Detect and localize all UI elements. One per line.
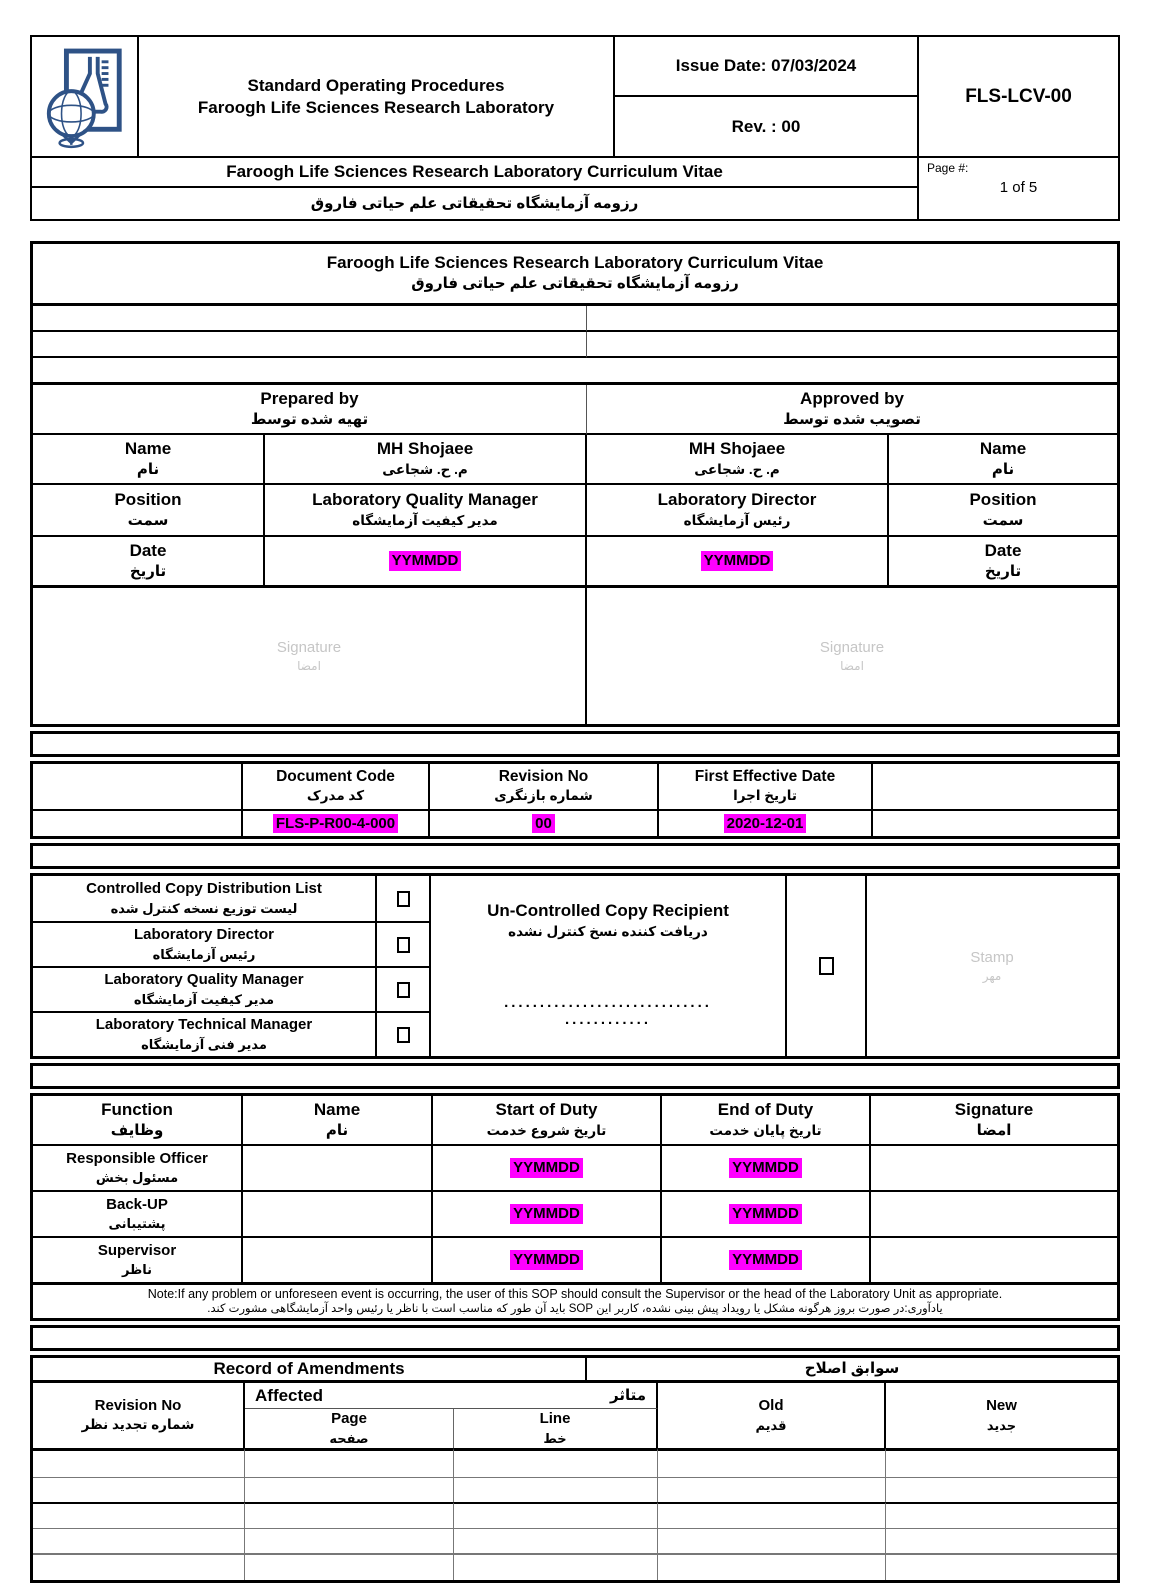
old-header: Old قدیم: [658, 1383, 886, 1448]
responsible-officer-start-cell[interactable]: YYMMDD: [433, 1144, 662, 1190]
amendment-empty-cell[interactable]: [33, 1553, 245, 1580]
amendments-title-fa: سوابق اصلاح: [804, 1360, 900, 1378]
backup-start-cell[interactable]: YYMMDD: [433, 1190, 662, 1236]
flask-globe-logo-icon: [41, 45, 129, 149]
start-of-duty-header: Start of Duty تاریخ شروع خدمت: [433, 1096, 662, 1144]
prepared-by-header: [33, 385, 587, 435]
date-label-right: Date تاریخ: [889, 537, 1117, 588]
preparer-date-field[interactable]: [265, 537, 587, 588]
amendment-empty-cell[interactable]: [886, 1553, 1117, 1580]
doc-info-empty-header: [33, 764, 243, 811]
date-label-left: Date تاریخ: [33, 537, 265, 588]
header-cv-title-fa: رزومه آزمایشگاه تحقیقاتی علم حیاتی فاروق: [32, 188, 919, 219]
empty-row: [30, 1325, 1120, 1351]
amendment-empty-cell[interactable]: [454, 1502, 658, 1528]
amendment-empty-cell[interactable]: [245, 1448, 454, 1477]
responsible-officer-signature-cell[interactable]: [871, 1144, 1117, 1190]
name-header: Name نام: [243, 1096, 433, 1144]
document-code-badge: FLS-LCV-00: [919, 37, 1118, 158]
revision-label: Rev. : 00: [615, 97, 919, 158]
note-text-fa: یادآوری:در صورت بروز هرگونه مشکل یا رویداد پیش بینی نشده، کاربر این SOP باید آن طور که مناسب است با ناظر یا رئیس واحد آزمایشگاهی مشورت کند.: [207, 1302, 943, 1315]
distribution-section: [30, 873, 1120, 1059]
lab-logo: [32, 37, 139, 158]
function-header: Function وظایف: [33, 1096, 243, 1144]
effective-date-value-cell: [659, 811, 873, 836]
amendment-empty-cell[interactable]: [886, 1528, 1117, 1553]
revision-no-value-cell: [430, 811, 659, 836]
backup-signature-cell[interactable]: [871, 1190, 1117, 1236]
position-label-left: Position سمت: [33, 485, 265, 537]
amendment-empty-cell[interactable]: [245, 1502, 454, 1528]
sop-document-page: [30, 35, 1120, 1583]
controlled-copy-list-label: Controlled Copy Distribution List لیست توزیع نسخه کنترل شده: [33, 876, 377, 921]
lab-quality-manager-label: Laboratory Quality Manager مدیر کیفیت آزمایشگاه: [33, 966, 377, 1011]
approved-by-en: Approved by: [800, 388, 904, 408]
backup-label: Back-UP پشتیبانی: [33, 1190, 243, 1236]
prepared-by-fa: تهیه شده توسط: [250, 410, 369, 428]
approver-signature-area[interactable]: Signature امضا: [819, 639, 885, 673]
responsible-officer-end-cell[interactable]: YYMMDD: [662, 1144, 871, 1190]
controlled-copy-list-checkbox[interactable]: [397, 891, 410, 907]
amendment-empty-cell[interactable]: [658, 1553, 886, 1580]
empty-row-cell[interactable]: [33, 332, 587, 358]
sop-title-line1: Standard Operating Procedures: [247, 76, 505, 96]
amendment-empty-cell[interactable]: [454, 1528, 658, 1553]
lab-quality-manager-checkbox[interactable]: [397, 982, 410, 998]
amendment-empty-cell[interactable]: [658, 1448, 886, 1477]
lab-director-checkbox-cell: [377, 921, 431, 966]
uncontrolled-copy-fill-area[interactable]: ............................. ............: [504, 993, 712, 1028]
approver-position: Laboratory Director رئیس آزمایشگاه: [587, 485, 889, 537]
amendments-title-en: Record of Amendments: [33, 1358, 587, 1380]
empty-row-cell[interactable]: [33, 358, 1117, 385]
supervisor-signature-cell[interactable]: [871, 1236, 1117, 1282]
stamp-area[interactable]: Stamp مهر: [970, 949, 1014, 983]
uncontrolled-copy-cell: [431, 876, 787, 1056]
uncontrolled-copy-title: Un-Controlled Copy Recipient دریافت کننده نسخ کنترل نشده: [487, 901, 729, 939]
sop-title-line2: Faroogh Life Sciences Research Laboratory: [197, 97, 555, 117]
lab-technical-manager-checkbox[interactable]: [397, 1027, 410, 1043]
sop-title: [139, 37, 615, 158]
page-header: Page صفحه: [245, 1409, 454, 1448]
prepared-by-en: Prepared by: [260, 388, 359, 408]
page-number-value: 1 of 5: [999, 179, 1038, 196]
amendment-empty-cell[interactable]: [658, 1528, 886, 1553]
backup-end-cell[interactable]: YYMMDD: [662, 1190, 871, 1236]
amendment-empty-cell[interactable]: [454, 1448, 658, 1477]
document-info-table: [30, 761, 1120, 839]
amendment-empty-cell[interactable]: [886, 1502, 1117, 1528]
supervisor-start-cell[interactable]: YYMMDD: [433, 1236, 662, 1282]
amendment-empty-cell[interactable]: [886, 1448, 1117, 1477]
doc-info-empty-value: [33, 811, 243, 836]
amendment-empty-cell[interactable]: [33, 1502, 245, 1528]
supervisor-label: Supervisor ناظر: [33, 1236, 243, 1282]
new-header: New جدید: [986, 1397, 1017, 1433]
lab-director-label: Laboratory Director رئیس آزمایشگاه: [33, 921, 377, 966]
amendments-header: [33, 1358, 1117, 1383]
position-label-right: Position سمت: [889, 485, 1117, 537]
amendment-empty-cell[interactable]: [454, 1553, 658, 1580]
revision-no-header: Revision No شماره بازنگری: [430, 764, 659, 811]
effective-date-value: 2020-12-01: [724, 814, 807, 834]
empty-row: [30, 731, 1120, 757]
controlled-copy-list-checkbox-cell: [377, 876, 431, 921]
empty-row: [30, 1063, 1120, 1089]
amendment-empty-cell[interactable]: [454, 1477, 658, 1502]
page-number-cell: [919, 158, 1118, 219]
amendment-empty-cell[interactable]: [245, 1477, 454, 1502]
preparer-position: Laboratory Quality Manager مدیر کیفیت آزمایشگاه: [265, 485, 587, 537]
amendment-empty-cell[interactable]: [245, 1553, 454, 1580]
line-header: Line خط: [454, 1409, 658, 1448]
approver-date-field[interactable]: [587, 537, 889, 588]
amendment-empty-cell[interactable]: [245, 1528, 454, 1553]
amendments-section: [30, 1355, 1120, 1583]
issue-date: Issue Date: 07/03/2024: [615, 37, 919, 97]
empty-row-cell[interactable]: [587, 332, 1117, 358]
revision-no-value: 00: [532, 814, 555, 834]
responsible-officer-name-cell[interactable]: [243, 1144, 433, 1190]
note-text-en: Note:If any problem or unforeseen event is occurring, the user of this SOP should consult the Supervisor or the head of the Laboratory Unit as appropriate.: [147, 1286, 1003, 1301]
duty-table: [30, 1093, 1120, 1321]
doc-info-empty-value: [873, 811, 1117, 836]
effective-date-header: First Effective Date تاریخ اجرا: [659, 764, 873, 811]
approval-section: [30, 241, 1120, 727]
page-number-label: Page #:: [927, 161, 969, 175]
uncontrolled-copy-checkbox[interactable]: [819, 957, 834, 975]
empty-row-cell[interactable]: [587, 306, 1117, 332]
approved-by-fa: تصویب شده توسط: [783, 410, 921, 428]
amendment-empty-cell[interactable]: [33, 1528, 245, 1553]
amendment-empty-cell[interactable]: [33, 1477, 245, 1502]
supervisor-end-cell[interactable]: YYMMDD: [662, 1236, 871, 1282]
document-code-header: Document Code کد مدرک: [243, 764, 430, 811]
document-header: [30, 35, 1120, 221]
approved-by-header: [587, 385, 1117, 435]
cv-title-fa: رزومه آزمایشگاه تحقیقاتی علم حیاتی فاروق: [411, 275, 739, 293]
note-row: [33, 1282, 1117, 1318]
lab-quality-manager-checkbox-cell: [377, 966, 431, 1011]
uncontrolled-copy-checkbox-cell: [787, 876, 867, 1056]
lab-technical-manager-label: Laboratory Technical Manager مدیر فنی آزمایشگاه: [33, 1011, 377, 1056]
name-label-right: Name نام: [889, 435, 1117, 485]
affected-header: Affected متاثر: [245, 1383, 658, 1409]
doc-info-empty-header: [873, 764, 1117, 811]
name-label-left: Name نام: [33, 435, 265, 485]
amendment-empty-cell[interactable]: [886, 1477, 1117, 1502]
document-code-value: FLS-P-R00-4-000: [273, 814, 398, 834]
amendment-empty-cell[interactable]: [33, 1448, 245, 1477]
approver-date-placeholder[interactable]: YYMMDD: [701, 551, 774, 571]
amendment-empty-cell[interactable]: [658, 1502, 886, 1528]
signature-header: Signature امضا: [954, 1099, 1034, 1139]
backup-name-cell[interactable]: [243, 1190, 433, 1236]
lab-director-checkbox[interactable]: [397, 937, 410, 953]
lab-technical-manager-checkbox-cell: [377, 1011, 431, 1056]
cv-title-en: Faroogh Life Sciences Research Laboratory Curriculum Vitae: [326, 253, 824, 272]
supervisor-name-cell[interactable]: [243, 1236, 433, 1282]
approver-name: MH Shojaee م. ح. شجاعی: [587, 435, 889, 485]
responsible-officer-label: Responsible Officer مسئول بخش: [33, 1144, 243, 1190]
cv-title-block: [33, 244, 1117, 306]
amend-revision-no-header: Revision No شماره تجدید نظر: [33, 1383, 245, 1448]
document-code-value-cell: [243, 811, 430, 836]
amendments-table: [33, 1383, 1117, 1580]
preparer-date-placeholder[interactable]: YYMMDD: [389, 551, 462, 571]
empty-row-cell[interactable]: [33, 306, 587, 332]
empty-row: [30, 843, 1120, 869]
preparer-signature-area[interactable]: Signature امضا: [33, 588, 587, 724]
end-of-duty-header: End of Duty تاریخ پایان خدمت: [662, 1096, 871, 1144]
amendment-empty-cell[interactable]: [658, 1477, 886, 1502]
header-cv-title-en: Faroogh Life Sciences Research Laboratory Curriculum Vitae: [32, 158, 919, 188]
preparer-name: MH Shojaee م. ح. شجاعی: [265, 435, 587, 485]
